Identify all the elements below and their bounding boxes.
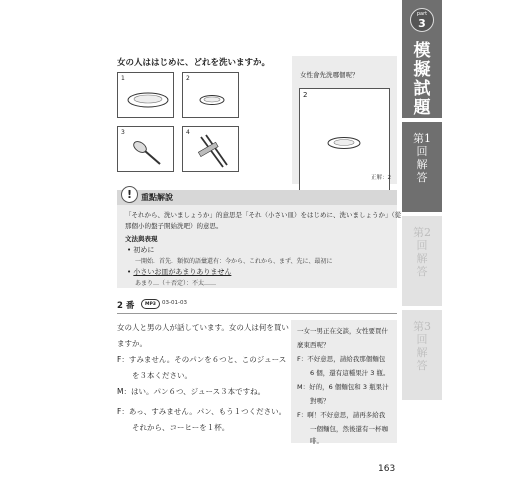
chapter-sidebar: [402, 0, 442, 500]
grammar-explanation: 一開始．首先．類似的語彙還有：今から、これから、まず、先に、最初に: [135, 258, 333, 265]
grammar-item: • 初めに: [127, 246, 155, 254]
dialogue-line: F：あっ、すみません。パン、もう１つください。: [117, 407, 287, 416]
section-label: 第2回 解答: [413, 226, 431, 278]
answer-number: 2: [303, 91, 308, 99]
question2-heading: 2 番: [117, 301, 135, 311]
translation-line: F：啊！不好意思，請再多給我: [297, 411, 386, 419]
choice-number: 2: [186, 75, 190, 82]
translation-line: 啡。: [297, 437, 323, 445]
translation-line: 一女一男正在交談，女性要買什: [297, 327, 388, 335]
large-plate-icon: [118, 73, 175, 119]
translation-line: 對嗎？: [297, 397, 330, 405]
grammar-phrase: 初めに: [133, 246, 155, 254]
spoon-icon: [118, 127, 175, 173]
divider: [117, 313, 397, 314]
answer-label: 正解：2: [371, 175, 391, 181]
grammar-item: • 小さいお皿があまりありません: [127, 268, 232, 276]
dialogue-line: それから、コーヒーを１杯。: [117, 423, 230, 432]
small-plate-icon: [183, 73, 240, 119]
grammar-explanation: あまり…（＋否定）：不太……: [135, 280, 217, 287]
translation-line: M：好的，6 個麵包和 3 瓶果汁: [297, 383, 389, 391]
answer-panel: [292, 56, 397, 184]
translation-line: 6 個，還有這種果汁 3 瓶。: [297, 369, 390, 377]
grammar-phrase: 小さいお皿があまりありません: [133, 268, 232, 276]
key-points-header: [117, 190, 397, 205]
dialogue-line: 女の人と男の人が話しています。女の人は何を買い: [117, 323, 289, 332]
key-points-box: [117, 188, 402, 288]
part-tab[interactable]: [402, 0, 442, 118]
question-translation: 女性會先洗哪個呢？: [300, 71, 359, 79]
exclamation-icon: !: [121, 186, 138, 203]
dialogue-line: F：すみません。そのパンを６つと、このジュース: [117, 355, 287, 364]
page-number: 163: [378, 464, 396, 474]
dialogue-line: を３本ください。: [117, 371, 192, 380]
mp3-badge[interactable]: MP3: [141, 299, 160, 309]
question-prompt: 女の人ははじめに、どれを洗いますか。: [117, 58, 271, 68]
section-tab-2[interactable]: [402, 216, 442, 306]
grammar-heading: 文法與表現: [125, 235, 158, 243]
choice-2[interactable]: [182, 72, 239, 118]
section-tab-3[interactable]: [402, 310, 442, 400]
section-label: 第3回 解答: [413, 320, 431, 372]
dialogue-line: ますか。: [117, 339, 147, 348]
section-label: 第1回 解答: [413, 132, 431, 184]
chopsticks-icon: [183, 127, 240, 173]
choice-number: 3: [121, 129, 125, 136]
choice-1[interactable]: [117, 72, 174, 118]
dialogue-line: M：はい。パン６つ、ジュース３本ですね。: [117, 387, 266, 396]
choice-3[interactable]: [117, 126, 174, 172]
choice-number: 1: [121, 75, 125, 82]
explanation-line: 那個小的盤子開始洗吧）的意思。: [125, 222, 223, 230]
explanation-line: 「それから、洗いましょうか」的意思是「それ（小さい皿）をはじめに、洗いましょうか」（從: [125, 211, 402, 219]
key-points-title: 重點解說: [141, 193, 173, 202]
translation-line: 麼東西呢？: [297, 341, 330, 349]
section-tab-1[interactable]: [402, 122, 442, 212]
part-title: 模擬試題: [413, 41, 431, 118]
translation-line: F：不好意思，請給我那個麵包: [297, 355, 386, 363]
choice-number: 4: [186, 129, 190, 136]
track-code: 03-01-03: [162, 300, 187, 306]
choice-4[interactable]: [182, 126, 239, 172]
part-badge: part 3: [410, 8, 434, 32]
translation-line: 一個麵包，然後還有一杯咖: [297, 425, 388, 433]
